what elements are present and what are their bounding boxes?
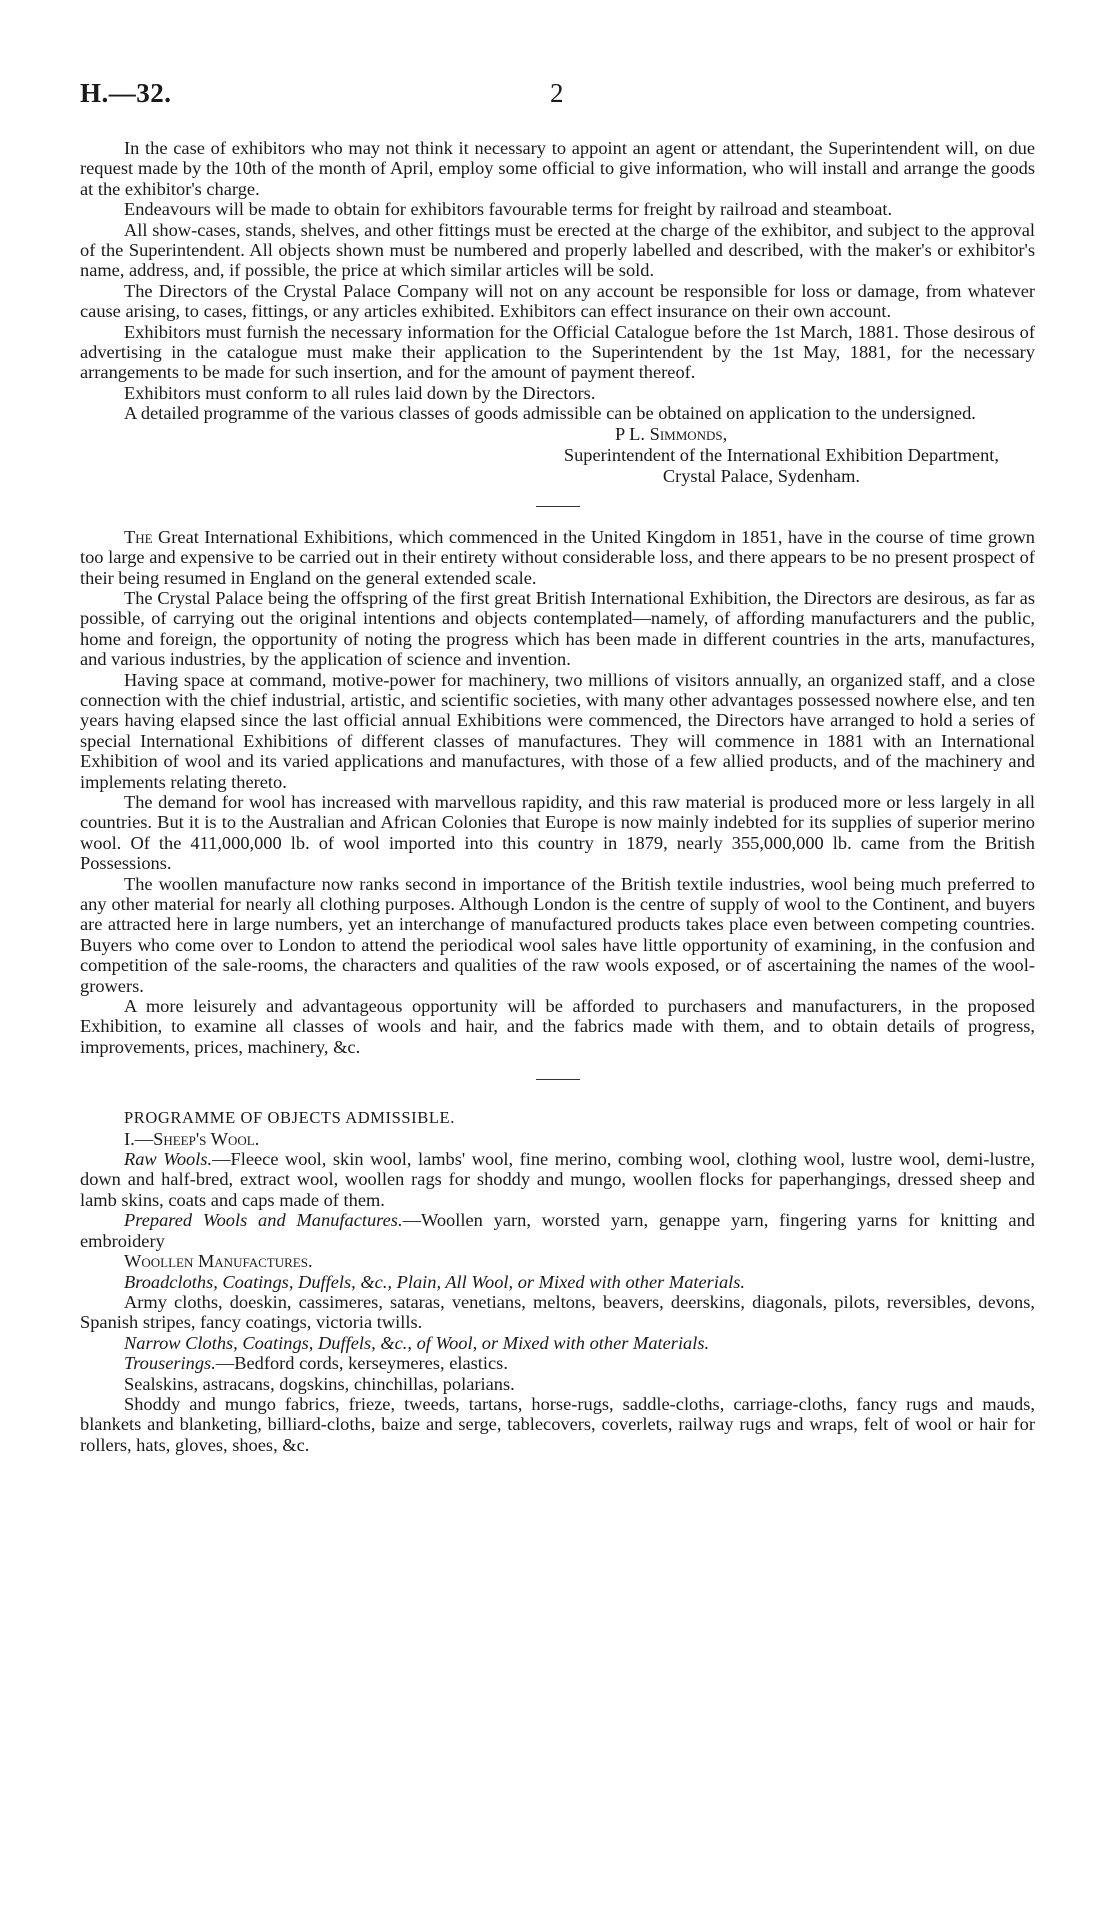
intro-paragraph: Exhibitors must furnish the necessary information for the Official Catalogue before the 1st March, 1881. Those desirous of advertising in the catalogue must make their application to the Superintendent by the 1st May, 1881, for the necessary arrangements to be made for such insertion, and for the amount of payment thereof. <box>80 321 1035 383</box>
intro-paragraph: Exhibitors must conform to all rules laid down by the Directors. <box>124 382 596 403</box>
sealskins-paragraph: Sealskins, astracans, dogskins, chinchillas, polarians. <box>124 1373 515 1394</box>
narrow-cloths-heading: Narrow Cloths, Coatings, Duffels, &c., of Wool, or Mixed with other Materials. <box>124 1332 710 1353</box>
intro-paragraph: In the case of exhibitors who may not think it necessary to appoint an agent or attendant, the Superintendent will, on due request made by the 10th of the month of April, employ some official to give information, who will install and arrange the goods at the exhibitor's charge. <box>80 138 1035 199</box>
signatory-title: Superintendent of the International Exhibition Department, <box>563 444 999 465</box>
page-number: 2 <box>550 78 564 108</box>
signatory-surname: Simmonds, <box>649 423 728 444</box>
intro-paragraph: The Directors of the Crystal Palace Company will not on any account be responsible for loss or damage, from whatever cause arising, to cases, fittings, or any articles exhibited. Exhibitors can effect insurance on their own account. <box>80 280 1035 322</box>
signatory-address: Crystal Palace, Sydenham. <box>662 465 860 486</box>
raw-wools-paragraph <box>80 1149 1035 1210</box>
essay-paragraph: The woollen manufacture now ranks second in importance of the British textile industries, wool being much preferred to any other material for nearly all clothing purposes. Although London is the centre of supply of wool to the Continent, and buyers are attracted here in large numbers, yet an interchange of manufactured products takes place even between competing countries. Buyers who come over to London to attend the periodical wool sales have little opportunity of examining, in the confusion and competition of the sale-rooms, the characters and qualities of the raw wools exposed, or of ascertaining the names of the wool-growers. <box>80 873 1035 996</box>
essay-paragraph: The demand for wool has increased with marvellous rapidity, and this raw material is produced more or less largely in all countries. But it is to the Australian and African Colonies that Europe is now mainly indebted for its supplies of superior merino wool. Of the 411,000,000 lb. of wool imported into this country in 1879, nearly 355,000,000 lb. came from the British Possessions. <box>80 791 1035 874</box>
essay-paragraph: Having space at command, motive-power for machinery, two millions of visitors annually, an organized staff, and a close connection with the chief industrial, artistic, and scientific societies, with many other advantages possessed nowhere else, and ten years having elapsed since the last official annual Exhibitions were commenced, the Directors have arranged to hold a series of special International Exhibitions of different classes of manufactures. They will commence in 1881 with an International Exhibition of wool and its varied applications and manufactures, with those of a few allied products, and of the machinery and implements relating thereto. <box>80 669 1035 792</box>
shoddy-paragraph: Shoddy and mungo fabrics, frieze, tweeds, tartans, horse-rugs, saddle-cloths, carriage-cloths, fancy rugs and mauds, blankets and blanketing, billiard-cloths, baize and serge, tablecovers, coverlets, railway rugs and wraps, felt of wool or hair for rollers, hats, gloves, shoes, &c. <box>80 1393 1035 1455</box>
page-header <box>0 78 1114 118</box>
trouserings-paragraph <box>80 1353 1035 1373</box>
section-divider <box>536 1079 580 1080</box>
prepared-wools-paragraph <box>80 1210 1035 1251</box>
broadcloths-heading: Broadcloths, Coatings, Duffels, &c., Plain, All Wool, or Mixed with other Materials. <box>124 1271 746 1292</box>
essay-paragraph: A more leisurely and advantageous opportunity will be afforded to purchasers and manufacturers, in the proposed Exhibition, to examine all classes of wools and hair, and the fabrics made with them, and to obtain details of progress, improvements, prices, machinery, &c. <box>80 996 1035 1057</box>
section-divider <box>536 506 580 507</box>
trouserings-label: Trouserings. <box>124 1353 216 1374</box>
signature-block <box>80 424 1035 488</box>
essay-lead-text: Great International Exhibitions, which commenced in the United Kingdom in 1851, have in the course of time grown too large and expensive to be carried out in their entirety without considerable loss, and there appears to be no present prospect of their being resumed in England on the general extended scale. <box>80 526 1035 588</box>
intro-paragraph: All show-cases, stands, shelves, and other fittings must be erected at the charge of the exhibitor, and subject to the approval of the Superintendent. All objects shown must be numbered and properly labelled and described, with the maker's or exhibitor's name, address, and, if possible, the price at which similar articles will be sold. <box>80 219 1035 281</box>
signatory-initials: P L. <box>615 423 645 444</box>
document-reference: H.—32. <box>80 78 172 108</box>
programme-heading: PROGRAMME OF OBJECTS ADMISSIBLE. <box>124 1108 455 1128</box>
broadcloths-paragraph: Army cloths, doeskin, cassimeres, sataras, venetians, meltons, beavers, deerskins, diagonals, pilots, reversibles, devons, Spanish stripes, fancy coatings, victoria twills. <box>80 1291 1035 1333</box>
intro-paragraph: Endeavours will be made to obtain for exhibitors favourable terms for freight by railroad and steamboat. <box>124 199 893 220</box>
drop-word: The <box>124 526 153 547</box>
woollen-manufactures-heading: Woollen Manufactures. <box>124 1251 313 1272</box>
signatory-name <box>615 424 727 444</box>
intro-paragraph: A detailed programme of the various classes of goods admissible can be obtained on application to the undersigned. <box>124 403 976 424</box>
prepared-wools-text: —Woollen yarn, worsted yarn, genappe yarn, fingering yarns for knitting and embroidery <box>80 1210 1035 1251</box>
raw-wools-text: —Fleece wool, skin wool, lambs' wool, fine merino, combing wool, clothing wool, lustre wool, demi-lustre, down and half-bred, extract wool, woollen rags for shoddy and mungo, woollen flocks for paperhangings, dressed sheep and lamb skins, coats and caps made of them. <box>80 1149 1035 1210</box>
essay-paragraph: The Crystal Palace being the offspring of the first great British International Exhibition, the Directors are desirous, as far as possible, of carrying out the original intentions and objects contemplated—namely, of affording manufacturers and the public, home and foreign, the opportunity of noting the progress which has been made in different countries in the arts, manufactures, and various industries, by the application of science and invention. <box>80 587 1035 670</box>
trouserings-text: —Bedford cords, kerseymeres, elastics. <box>215 1353 508 1374</box>
essay-paragraph <box>80 527 1035 588</box>
page-content <box>80 138 1035 1455</box>
section-title: I.—Sheep's Wool. <box>124 1128 260 1149</box>
prepared-wools-label: Prepared Wools and Manufactures. <box>124 1210 403 1231</box>
raw-wools-label: Raw Wools. <box>124 1149 213 1170</box>
